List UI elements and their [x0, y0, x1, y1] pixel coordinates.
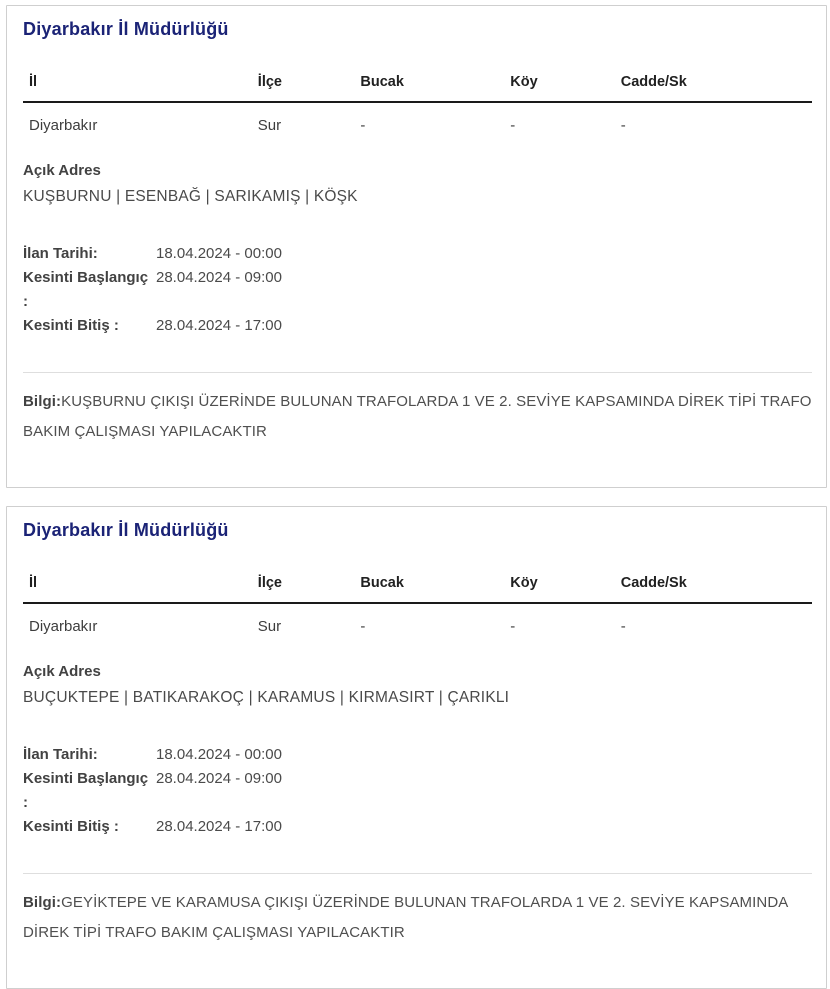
col-header-ilce: İlçe: [252, 565, 355, 603]
date-row-ilan: [23, 743, 812, 767]
divider: [23, 372, 812, 373]
acik-adres-label: Açık Adres: [23, 162, 101, 179]
cell-bucak: -: [360, 117, 366, 134]
date-row-baslangic: [23, 767, 812, 815]
table-header-row: [23, 64, 812, 102]
card-title: Diyarbakır İl Müdürlüğü: [23, 520, 229, 540]
col-header-cadde: Cadde/Sk: [615, 64, 812, 102]
cell-koy: -: [510, 117, 516, 134]
date-value: 18.04.2024 - 00:00: [156, 746, 282, 763]
location-table: [23, 565, 812, 641]
date-label: İlan Tarihi:: [23, 245, 98, 262]
date-label: Kesinti Bitiş :: [23, 818, 119, 835]
date-label: Kesinti Bitiş :: [23, 317, 119, 334]
col-header-cadde: Cadde/Sk: [615, 565, 812, 603]
date-label: İlan Tarihi:: [23, 746, 98, 763]
acik-adres-value: KUŞBURNU | ESENBAĞ | SARIKAMIŞ | KÖŞK: [23, 188, 358, 205]
table-row: [23, 102, 812, 140]
bilgi-text: [23, 387, 812, 447]
cell-cadde: -: [620, 618, 626, 635]
date-row-bitis: [23, 314, 812, 338]
outage-card: [6, 5, 827, 488]
bilgi-value: GEYİKTEPE VE KARAMUSA ÇIKIŞI ÜZERİNDE BULUNAN TRAFOLARDA 1 VE 2. SEVİYE KAPSAMINDA DİREK TİPİ TRAFO BAKIM ÇALIŞMASI YAPILACAKTIR: [23, 894, 788, 941]
bilgi-label: Bilgi:: [23, 393, 62, 410]
bilgi-value: KUŞBURNU ÇIKIŞI ÜZERİNDE BULUNAN TRAFOLARDA 1 VE 2. SEVİYE KAPSAMINDA DİREK TİPİ TRAFO BAKIM ÇALIŞMASI YAPILACAKTIR: [23, 393, 812, 440]
outage-card: [6, 506, 827, 989]
table-header-row: [23, 565, 812, 603]
cell-il: Diyarbakır: [29, 618, 98, 635]
date-value: 28.04.2024 - 17:00: [156, 818, 282, 835]
cell-bucak: -: [360, 618, 366, 635]
date-label: Kesinti Başlangıç :: [23, 770, 149, 811]
divider: [23, 873, 812, 874]
col-header-bucak: Bucak: [354, 565, 504, 603]
cell-il: Diyarbakır: [29, 117, 98, 134]
date-value: 18.04.2024 - 00:00: [156, 245, 282, 262]
acik-adres-value: BUÇUKTEPE | BATIKARAKOÇ | KARAMUS | KIRMASIRT | ÇARIKLI: [23, 689, 510, 706]
date-row-ilan: [23, 242, 812, 266]
col-header-koy: Köy: [504, 565, 614, 603]
date-value: 28.04.2024 - 17:00: [156, 317, 282, 334]
col-header-il: İl: [23, 565, 252, 603]
acik-adres-label: Açık Adres: [23, 663, 101, 680]
table-row: [23, 603, 812, 641]
location-table: [23, 64, 812, 140]
date-row-bitis: [23, 815, 812, 839]
date-label: Kesinti Başlangıç :: [23, 269, 149, 310]
bilgi-text: [23, 888, 812, 948]
col-header-koy: Köy: [504, 64, 614, 102]
col-header-ilce: İlçe: [252, 64, 355, 102]
date-value: 28.04.2024 - 09:00: [156, 269, 282, 286]
cell-cadde: -: [620, 117, 626, 134]
col-header-bucak: Bucak: [354, 64, 504, 102]
dates-block: [23, 242, 812, 338]
cell-ilce: Sur: [257, 117, 282, 134]
card-title: Diyarbakır İl Müdürlüğü: [23, 19, 229, 39]
bilgi-label: Bilgi:: [23, 894, 62, 911]
cell-koy: -: [510, 618, 516, 635]
cell-ilce: Sur: [257, 618, 282, 635]
date-value: 28.04.2024 - 09:00: [156, 770, 282, 787]
date-row-baslangic: [23, 266, 812, 314]
dates-block: [23, 743, 812, 839]
col-header-il: İl: [23, 64, 252, 102]
